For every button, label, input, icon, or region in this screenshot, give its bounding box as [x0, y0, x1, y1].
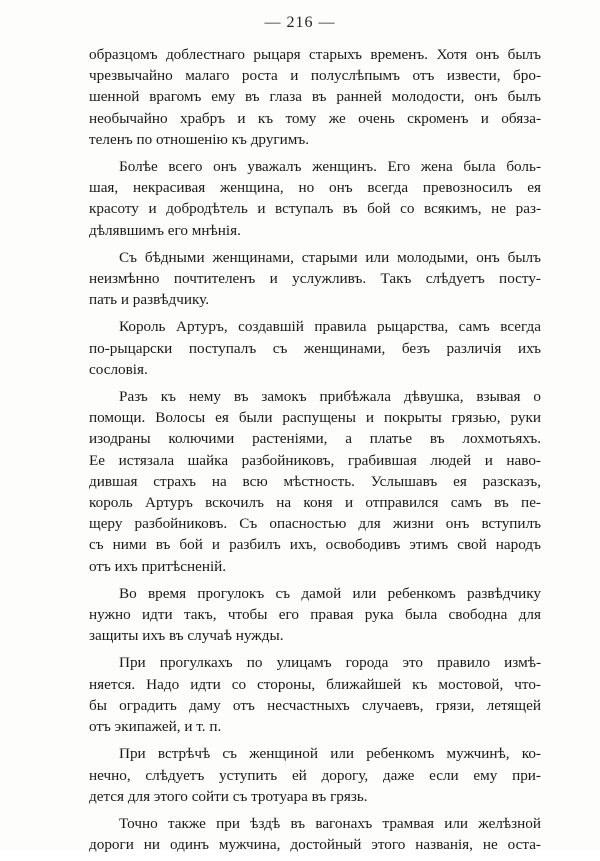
paragraph	[89, 44, 541, 150]
text-line: изодраны колючими растеніями, а платье въ лохмотьяхъ.	[89, 430, 541, 448]
text-line: отъ экипажей, и т. п.	[89, 718, 222, 736]
page-number: — 216 —	[264, 14, 336, 31]
body-text	[89, 44, 541, 861]
text-line: отъ ихъ притѣсненій.	[89, 557, 227, 575]
paragraph	[89, 386, 541, 577]
text-line: помощи. Волосы ея были распущены и покрыты грязью, руки	[89, 409, 541, 427]
text-line: красоту и добродѣтель и вступалъ въ бой со всякимъ, не раз-	[89, 200, 541, 218]
paragraph	[89, 652, 541, 737]
text-line: Во время прогулокъ съ дамой или ребенкомъ развѣдчику	[119, 584, 541, 602]
text-line: Болѣе всего онъ уважалъ женщинъ. Его жена была боль-	[119, 158, 541, 176]
text-line: шая, некрасивая женщина, но онъ всегда превозносилъ ея	[89, 179, 541, 197]
text-line: щеру разбойниковъ. Съ опасностью для жизни онъ вступилъ	[89, 515, 541, 533]
text-line: защиты ихъ въ случаѣ нужды.	[89, 627, 284, 645]
text-line: При прогулкахъ по улицамъ города это правило измѣ-	[119, 654, 541, 672]
text-line: Ее истязала шайка разбойниковъ, грабившая людей и наво-	[89, 451, 541, 469]
text-line: необычайно храбръ и къ тому же очень скроменъ и обяза-	[89, 109, 541, 127]
text-line: чрезвычайно малаго роста и полуслѣпымъ отъ извести, бро-	[89, 67, 541, 85]
text-line: дется для этого сойти съ тротуара въ грязь.	[89, 787, 368, 805]
text-line: бы оградить даму отъ несчастныхъ случаевъ, грязи, летящей	[89, 696, 541, 714]
text-line: дившая страхъ на всю мѣстность. Услышавъ ея разсказъ,	[89, 472, 541, 490]
text-line: Точно также при ѣздѣ въ вагонахъ трамвая или желѣзной	[119, 814, 541, 832]
paragraph	[89, 316, 541, 380]
text-line: король Артуръ вскочилъ на коня и отправился самъ въ пе-	[89, 494, 541, 512]
paragraph	[89, 247, 541, 311]
paragraph	[89, 743, 541, 807]
text-line: сословія.	[89, 360, 148, 378]
text-line: дѣлявшимъ его мнѣнія.	[89, 221, 241, 239]
paragraph	[89, 813, 541, 855]
text-line: нужно идти такъ, чтобы его правая рука была свободна для	[89, 606, 541, 624]
text-line: неизмѣнно почтителенъ и услужливъ. Такъ слѣдуетъ посту-	[89, 270, 541, 288]
text-line: Король Артуръ, создавшій правила рыцарства, самъ всегда	[119, 318, 541, 336]
text-line: шенной врагомъ ему въ глаза въ ранней молодости, онъ былъ	[89, 88, 541, 106]
text-line: пать и развѣдчику.	[89, 291, 210, 309]
text-line: съ ними въ бой и разбилъ ихъ, освободивъ этимъ свой народъ	[89, 536, 541, 554]
text-line: по-рыцарски поступалъ съ женщинами, безъ различія ихъ	[89, 339, 541, 357]
paragraph	[89, 583, 541, 647]
text-line: образцомъ доблестнаго рыцаря старыхъ временъ. Хотя онъ былъ	[89, 46, 541, 63]
text-line: нечно, слѣдуетъ уступить ей дорогу, даже если ему при-	[89, 766, 541, 784]
text-line: теленъ по отношенію къ другимъ.	[89, 130, 310, 148]
text-line: дороги ни одинъ мужчина, достойный этого названія, не оста-	[89, 836, 541, 854]
text-line: Разъ къ нему въ замокъ прибѣжала дѣвушка, взывая о	[119, 388, 541, 406]
paragraph	[89, 156, 541, 241]
text-line: Съ бѣдными женщинами, старыми или молодыми, онъ былъ	[119, 248, 541, 266]
text-line: При встрѣчѣ съ женщиной или ребенкомъ мужчинѣ, ко-	[119, 745, 541, 763]
text-line: няется. Надо идти со стороны, ближайшей къ мостовой, что-	[89, 675, 541, 693]
